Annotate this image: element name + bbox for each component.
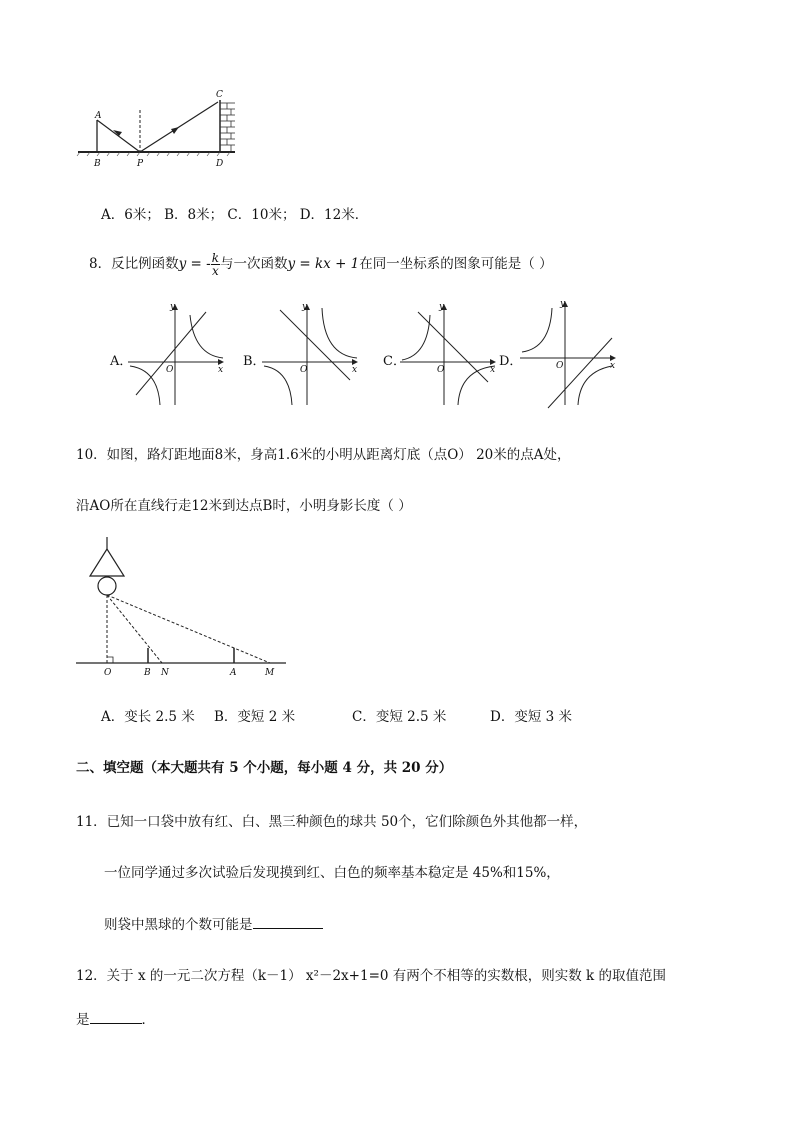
lamp-label-A: A xyxy=(230,668,237,678)
section2-title: 二、填空题（本大题共有 5 个小题，每小题 4 分，共 20 分） xyxy=(76,760,453,776)
q8-frac-num: k xyxy=(211,251,219,265)
q8-text-mid: 与一次函数 xyxy=(219,256,288,272)
label-A: A xyxy=(95,111,102,121)
reflection-figure xyxy=(75,85,245,175)
q8-option-D-label: D． xyxy=(499,354,523,369)
q10-option-C: C．变短 2.5 米 xyxy=(352,709,447,725)
origin-D: O xyxy=(556,361,564,371)
origin-B: O xyxy=(300,365,308,375)
q8-text-before: 反比例函数 xyxy=(111,256,179,272)
q8-formula-lhs: y = - xyxy=(178,256,211,272)
q8-graph-C xyxy=(400,300,500,408)
q10-option-A: A．变长 2.5 米 xyxy=(101,709,195,725)
q11-line1: 11．已知一口袋中放有红、白、黑三种颜色的球共 50个，它们除颜色外其他都一样， xyxy=(76,814,588,830)
q8-graph-B xyxy=(262,300,362,408)
q8-frac-den: x xyxy=(211,264,219,278)
q8-option-B-label: B． xyxy=(243,354,266,369)
axis-x-D: x xyxy=(610,361,616,371)
q12-answer-blank[interactable] xyxy=(90,1009,142,1024)
lamp-label-O: O xyxy=(104,668,112,678)
q8-graph-D xyxy=(520,300,620,410)
q8-graph-A xyxy=(128,300,228,408)
q8-formula2: y = kx + 1 xyxy=(287,256,360,272)
lamp-label-M: M xyxy=(265,668,275,678)
q12-line1: 12．关于 x 的一元二次方程（k－1） x²－2x+1=0 有两个不相等的实数根，则实数 k 的取值范围 xyxy=(76,968,667,984)
label-D: D xyxy=(216,159,224,169)
axis-y-B: y xyxy=(302,302,308,312)
label-C: C xyxy=(216,90,223,100)
q7-options: A．6米； B．8米； C．10米； D．12米． xyxy=(101,207,369,223)
q11-line2: 一位同学通过多次试验后发现摸到红、白色的频率基本稳定是 45%和15%， xyxy=(104,865,560,881)
lamp-label-B: B xyxy=(144,668,151,678)
q8-text-after: 在同一坐标系的图象可能是（ ） xyxy=(359,256,553,272)
axis-y-A: y xyxy=(170,302,176,312)
streetlamp-figure xyxy=(76,535,291,680)
q10-option-D: D．变短 3 米 xyxy=(490,709,572,725)
q12-line2-end: ． xyxy=(141,1012,155,1028)
axis-x-B: x xyxy=(352,365,358,375)
axis-x-C: x xyxy=(490,365,496,375)
q10-option-B: B．变短 2 米 xyxy=(214,709,296,725)
q8-stem xyxy=(89,250,553,278)
q11-answer-blank[interactable] xyxy=(253,914,323,929)
q8-number: 8． xyxy=(89,256,112,272)
q12-line2 xyxy=(76,1008,155,1028)
q12-line2-text: 是 xyxy=(76,1012,90,1028)
label-P: P xyxy=(137,159,144,169)
q11-line3 xyxy=(104,913,323,933)
axis-y-C: y xyxy=(439,302,445,312)
origin-C: O xyxy=(437,365,445,375)
axis-y-D: y xyxy=(560,299,566,309)
q10-line1: 10．如图，路灯距地面8米，身高1.6米的小明从距离灯底（点O） 20米的点A处， xyxy=(76,447,571,463)
label-B: B xyxy=(94,159,101,169)
q8-option-C-label: C． xyxy=(383,354,406,369)
q10-line2: 沿AO所在直线行走12米到达点B时，小明身影长度（ ） xyxy=(76,498,412,514)
q11-line3-text: 则袋中黑球的个数可能是 xyxy=(104,917,253,933)
q8-option-A-label: A． xyxy=(110,354,133,369)
q8-fraction xyxy=(211,252,220,277)
origin-A: O xyxy=(166,365,174,375)
lamp-label-N: N xyxy=(161,668,169,678)
axis-x-A: x xyxy=(218,365,224,375)
